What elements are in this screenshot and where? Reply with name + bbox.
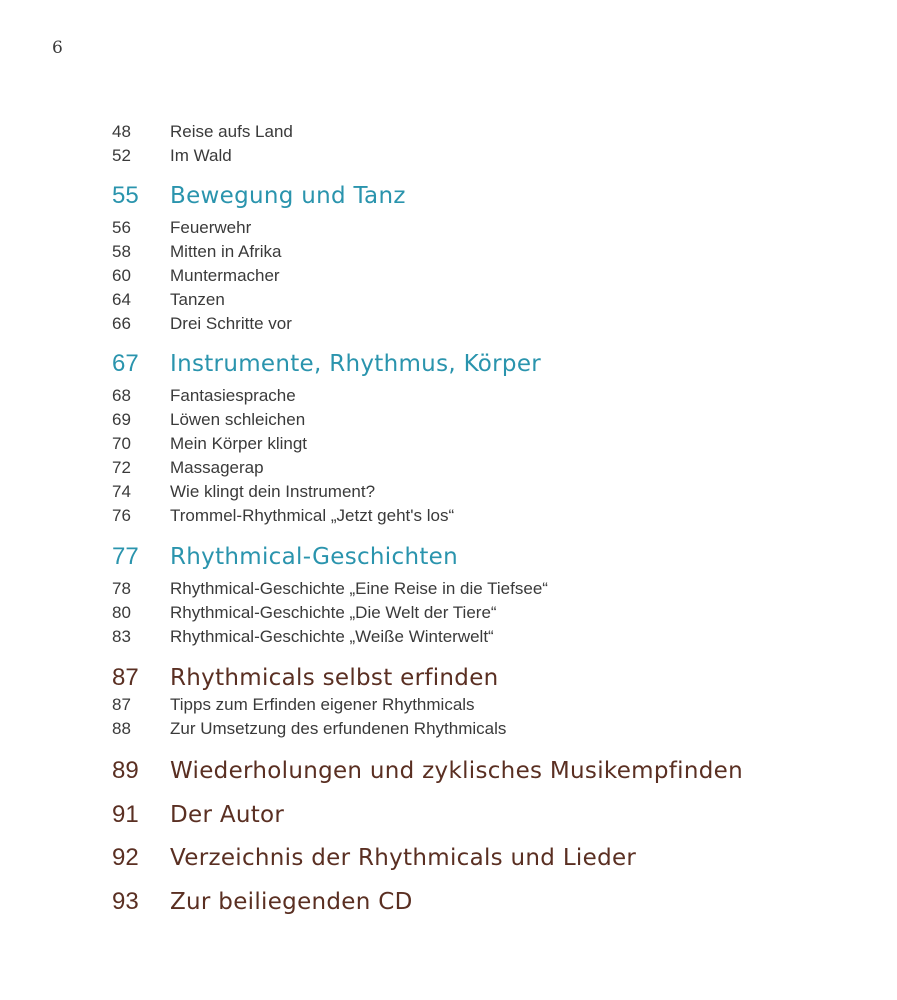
toc-entry[interactable] — [112, 504, 454, 528]
toc-entry-title: Im Wald — [170, 146, 232, 165]
toc-section-heading[interactable] — [112, 843, 636, 873]
toc-section-heading[interactable] — [112, 349, 541, 379]
toc-entry-title: Feuerwehr — [170, 218, 252, 237]
toc-section-heading[interactable] — [112, 756, 743, 786]
toc-entry-page: 74 — [112, 482, 131, 501]
toc-entry[interactable] — [112, 216, 251, 240]
toc-section-title: Rhythmicals selbst erfinden — [170, 665, 499, 691]
toc-entry-page: 58 — [112, 242, 131, 261]
toc-entry-title: Löwen schleichen — [170, 410, 306, 429]
toc-entry[interactable] — [112, 288, 225, 312]
toc-entry-title: Drei Schritte vor — [170, 314, 292, 333]
toc-entry-page: 60 — [112, 266, 131, 285]
toc-section-page: 92 — [112, 844, 139, 871]
toc-section-heading[interactable] — [112, 542, 458, 572]
toc-entry[interactable] — [112, 120, 293, 144]
toc-entry-page: 52 — [112, 146, 131, 165]
toc-entry-page: 48 — [112, 122, 131, 141]
toc-entry[interactable] — [112, 693, 475, 717]
toc-entry-title: Wie klingt dein Instrument? — [170, 482, 376, 501]
toc-entry-title: Muntermacher — [170, 266, 280, 285]
toc-entry-page: 83 — [112, 627, 131, 646]
toc-entry-title: Zur Umsetzung des erfundenen Rhythmicals — [170, 719, 507, 738]
toc-entry[interactable] — [112, 408, 305, 432]
toc-section-title: Zur beiliegenden CD — [170, 889, 413, 915]
toc-section-page: 87 — [112, 664, 139, 691]
toc-section-title: Verzeichnis der Rhythmicals und Lieder — [170, 845, 637, 871]
toc-entry[interactable] — [112, 480, 375, 504]
toc-section-title: Der Autor — [170, 802, 285, 828]
toc-entry-page: 72 — [112, 458, 131, 477]
toc-section-page: 91 — [112, 801, 139, 828]
toc-entry-title: Rhythmical-Geschichte „Eine Reise in die Tiefsee“ — [170, 579, 548, 598]
toc-entry-page: 56 — [112, 218, 131, 237]
toc-section-heading[interactable] — [112, 181, 406, 211]
toc-section-heading[interactable] — [112, 663, 499, 693]
toc-section-title: Wiederholungen und zyklisches Musikempfinden — [170, 758, 743, 784]
toc-entry[interactable] — [112, 144, 232, 168]
toc-entry-title: Mein Körper klingt — [170, 434, 308, 453]
toc-entry[interactable] — [112, 384, 296, 408]
toc-entry-page: 88 — [112, 719, 131, 738]
toc-entry-page: 69 — [112, 410, 131, 429]
toc-entry-page: 70 — [112, 434, 131, 453]
toc-section-page: 89 — [112, 757, 139, 784]
toc-entry-page: 64 — [112, 290, 131, 309]
toc-entry[interactable] — [112, 577, 548, 601]
toc-entry[interactable] — [112, 240, 282, 264]
toc-section-page: 93 — [112, 888, 139, 915]
toc-entry[interactable] — [112, 312, 292, 336]
toc-entry[interactable] — [112, 625, 494, 649]
toc-section-title: Bewegung und Tanz — [170, 183, 406, 209]
toc-section-heading[interactable] — [112, 887, 413, 917]
toc-entry-title: Mitten in Afrika — [170, 242, 282, 261]
toc-entry-page: 87 — [112, 695, 131, 714]
page-number: 6 — [52, 38, 63, 58]
toc-entry[interactable] — [112, 432, 307, 456]
toc-entry-page: 80 — [112, 603, 131, 622]
toc-entry[interactable] — [112, 264, 280, 288]
toc-entry-title: Rhythmical-Geschichte „Die Welt der Tiere“ — [170, 603, 497, 622]
toc-entry-title: Reise aufs Land — [170, 122, 293, 141]
toc-entry-page: 66 — [112, 314, 131, 333]
toc-entry-page: 76 — [112, 506, 131, 525]
toc-entry[interactable] — [112, 717, 506, 741]
toc-entry-page: 68 — [112, 386, 131, 405]
toc-section-heading[interactable] — [112, 800, 284, 830]
toc-section-title: Instrumente, Rhythmus, Körper — [170, 351, 542, 377]
toc-entry[interactable] — [112, 456, 264, 480]
toc-entry-title: Massagerap — [170, 458, 264, 477]
toc-entry-title: Tanzen — [170, 290, 225, 309]
toc-entry-page: 78 — [112, 579, 131, 598]
toc-section-page: 55 — [112, 182, 139, 209]
toc-entry-title: Rhythmical-Geschichte „Weiße Winterwelt“ — [170, 627, 494, 646]
toc-section-page: 67 — [112, 350, 139, 377]
toc-entry-title: Trommel-Rhythmical „Jetzt geht's los“ — [170, 506, 455, 525]
toc-entry-title: Fantasiesprache — [170, 386, 296, 405]
toc-section-page: 77 — [112, 543, 139, 570]
toc-entry[interactable] — [112, 601, 497, 625]
toc-section-title: Rhythmical-Geschichten — [170, 544, 458, 570]
toc-entry-title: Tipps zum Erfinden eigener Rhythmicals — [170, 695, 475, 714]
